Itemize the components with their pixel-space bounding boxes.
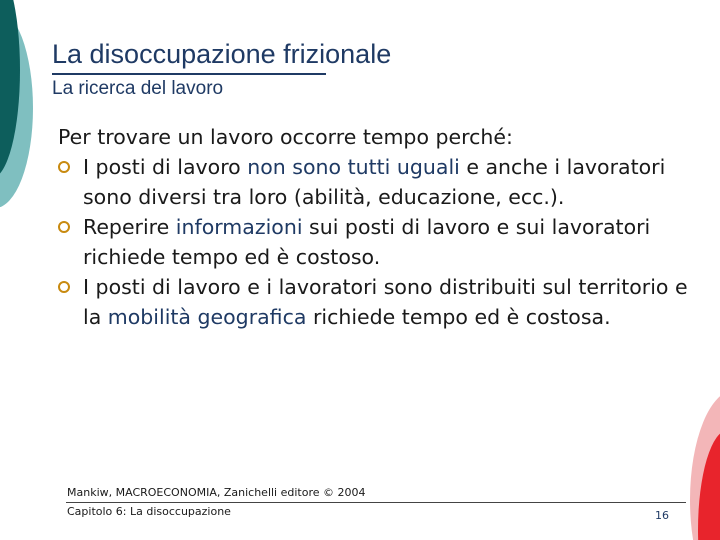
bullet-text: I posti di lavoro <box>83 155 248 179</box>
page-number: 16 <box>655 509 669 522</box>
slide-subtitle: La ricerca del lavoro <box>52 78 224 99</box>
bullet-item <box>58 272 708 332</box>
ring-bullet-icon <box>58 221 70 233</box>
ring-bullet-icon <box>58 281 70 293</box>
bullet-item <box>58 152 708 212</box>
bullet-highlight: non sono tutti uguali <box>247 155 460 179</box>
slide-title: La disoccupazione frizionale <box>52 39 392 69</box>
footer-chapter: Capitolo 6: La disoccupazione <box>67 505 231 518</box>
ring-bullet-icon <box>58 161 70 173</box>
footer-source: Mankiw, MACROECONOMIA, Zanichelli editore © 2004 <box>67 486 366 499</box>
intro-text: Per trovare un lavoro occorre tempo perché: <box>58 125 513 149</box>
bullet-text: Reperire <box>83 215 176 239</box>
bullet-text: e anche i lavoratori sono diversi tra loro (abilità, educazione, ecc.). <box>83 155 666 209</box>
bullet-item <box>58 212 708 272</box>
bullet-list <box>58 152 708 332</box>
footer-divider <box>66 502 686 503</box>
bullet-text: I posti di lavoro e i lavoratori sono distribuiti sul territorio e la <box>83 275 688 329</box>
bullet-text: richiede tempo ed è costosa. <box>306 305 611 329</box>
slide-body <box>58 122 708 332</box>
bullet-text: sui posti di lavoro e sui lavoratori richiede tempo ed è costoso. <box>83 215 651 269</box>
title-underline <box>52 73 326 75</box>
bullet-highlight: mobilità geografica <box>107 305 307 329</box>
bullet-highlight: informazioni <box>175 215 303 239</box>
